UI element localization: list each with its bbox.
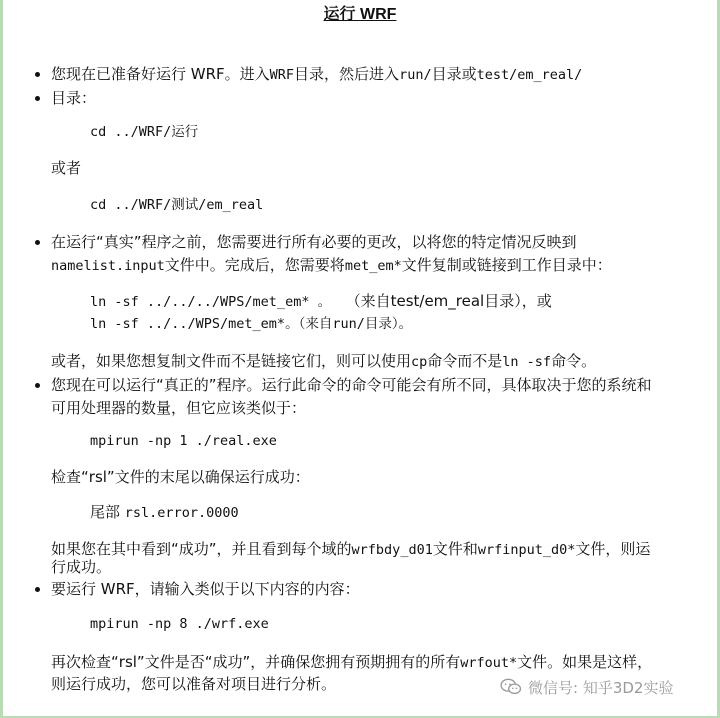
text: 再次检查“rsl”文件是否“成功”，并确保您拥有预期拥有的所有 bbox=[51, 653, 461, 671]
command: cd ../WRF/测试/em_real bbox=[90, 197, 264, 213]
text: 文件。如果是这样， bbox=[517, 653, 653, 671]
text: 文件中。完成后，您需要将 bbox=[164, 256, 345, 274]
paragraph: 在运行“真实”程序之前，您需要进行所有必要的更改，以将您的特定情况反映到 bbox=[51, 233, 577, 251]
code: ln -sf ../../../WPS/met_em* 。 bbox=[90, 294, 332, 310]
text: 文件和 bbox=[432, 540, 478, 558]
code: run/ bbox=[399, 67, 432, 83]
text: 目录，然后进入 bbox=[294, 65, 400, 83]
bullet bbox=[35, 587, 40, 592]
paragraph bbox=[51, 352, 596, 372]
paragraph: 检查“rsl”文件的末尾以确保运行成功： bbox=[51, 468, 310, 486]
text: 如果您在其中看到“成功”，并且看到每个域的 bbox=[51, 540, 352, 558]
paragraph: 您现在可以运行“真正的”程序。运行此命令的命令可能会有所不同，具体取决于您的系统和 bbox=[51, 376, 652, 394]
bullet bbox=[35, 240, 40, 245]
paragraph bbox=[51, 89, 96, 108]
text: 文件复制或链接到工作目录中： bbox=[401, 256, 612, 274]
page-title: 运行 WRF bbox=[323, 6, 397, 23]
command bbox=[90, 292, 552, 312]
command: ln -sf ../../WPS/met_em*。（来自run/目录）。 bbox=[90, 316, 413, 332]
paragraph bbox=[51, 540, 650, 560]
wechat-icon bbox=[500, 678, 522, 696]
text: 命令。 bbox=[551, 352, 597, 370]
paragraph: 要运行 WRF，请输入类似于以下内容的内容： bbox=[51, 580, 360, 598]
code: wrfinput_d0* bbox=[477, 542, 576, 558]
command: cd ../WRF/运行 bbox=[90, 124, 199, 140]
text: 尾部 bbox=[90, 503, 121, 521]
code: met_em* bbox=[344, 258, 402, 274]
code: ln -sf bbox=[502, 354, 552, 370]
code: wrfout* bbox=[460, 655, 518, 671]
code: WRF bbox=[269, 67, 295, 83]
paragraph bbox=[51, 653, 652, 673]
command: mpirun -np 1 ./real.exe bbox=[90, 433, 277, 449]
code: cp bbox=[411, 354, 428, 370]
paragraph: 则运行成功，您可以准备对项目进行分析。 bbox=[51, 675, 337, 693]
watermark bbox=[500, 676, 673, 698]
bullet bbox=[35, 72, 40, 77]
text: 或者，如果您想复制文件而不是链接它们，则可以使用 bbox=[51, 352, 412, 370]
command bbox=[90, 503, 239, 523]
text: 命令而不是 bbox=[427, 352, 503, 370]
bullet bbox=[35, 383, 40, 388]
paragraph bbox=[51, 65, 582, 85]
code: test/em_real/ bbox=[476, 67, 583, 83]
text: 目录： bbox=[51, 89, 97, 107]
paragraph: 行成功。 bbox=[51, 558, 112, 576]
paragraph: 可用处理器的数量，但它应该类似于： bbox=[51, 399, 307, 417]
text: （来自test/em_real目录），或 bbox=[353, 292, 552, 310]
code: wrfbdy_d01 bbox=[351, 542, 433, 558]
watermark-text: 微信号: 知乎3D2实验 bbox=[528, 678, 674, 697]
command: mpirun -np 8 ./wrf.exe bbox=[90, 616, 269, 632]
text: 您现在已准备好运行 WRF。进入 bbox=[51, 65, 270, 83]
code: namelist.input bbox=[51, 258, 165, 274]
text: 文件，则运 bbox=[575, 540, 651, 558]
code: rsl.error.0000 bbox=[124, 505, 239, 521]
bullet bbox=[35, 96, 40, 101]
paragraph bbox=[51, 256, 612, 276]
text: 目录或 bbox=[431, 65, 477, 83]
paragraph: 或者 bbox=[51, 159, 82, 177]
